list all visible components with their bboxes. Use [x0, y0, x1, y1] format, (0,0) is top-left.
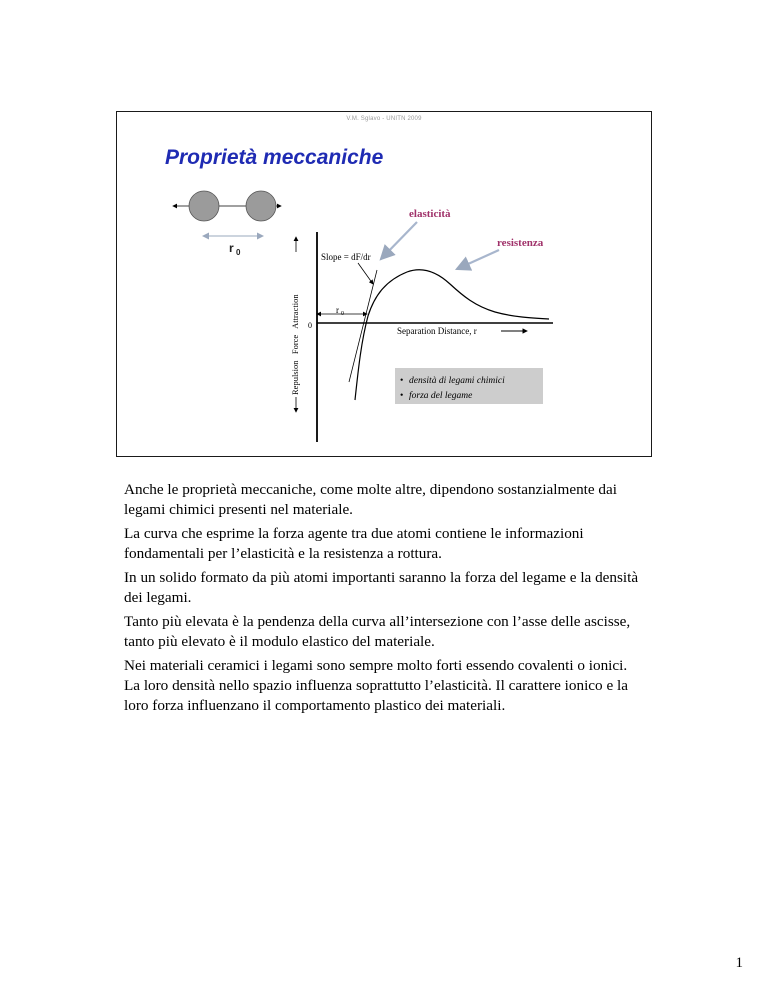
annotations [381, 208, 544, 269]
elasticita-label: elasticità [409, 208, 451, 220]
svg-text:•: • [400, 391, 404, 401]
resistenza-arrow [457, 250, 499, 269]
svg-text:r: r [336, 305, 339, 315]
slope-tangent [349, 270, 377, 382]
slope-label: Slope = dF/dr [321, 252, 371, 262]
elasticita-arrow [381, 222, 417, 259]
r0-axis-marker [317, 305, 367, 317]
note-paragraph: Nei materiali ceramici i legami sono sempre molto forti essendo covalenti o ionici. La loro densità nello spazio influenza soprattutto l’elasticità. Il carattere ionico e la loro forza influenzano il comportamento plastico dei materiali. [124, 657, 628, 714]
slide-notes [124, 480, 644, 720]
svg-text:0: 0 [341, 311, 344, 317]
page-number: 1 [735, 955, 743, 971]
r0-left-label: r [229, 241, 234, 255]
bullet-box [395, 368, 543, 404]
slope-annotation [321, 252, 373, 284]
atom-left [189, 191, 219, 221]
note-paragraph: In un solido formato da più atomi importanti saranno la forza del legame e la densità dei legami. [124, 569, 639, 606]
zero-label: 0 [308, 321, 312, 330]
slide-frame [116, 111, 652, 457]
atom-right [246, 191, 276, 221]
bullet-bond-strength: forza del legame [409, 391, 473, 401]
resistenza-label: resistenza [497, 237, 544, 249]
force-distance-figure [117, 112, 653, 458]
x-axis-label: Separation Distance, r [397, 326, 477, 336]
slide-header: V.M. Sglavo - UNITN 2009 [346, 116, 422, 122]
bullet-density: densità di legami chimici [409, 376, 505, 386]
y-axis-label: Repulsion Force Attraction [290, 294, 300, 395]
atom-pair [173, 191, 281, 257]
slide-title: Proprietà meccaniche [165, 146, 384, 169]
svg-text:•: • [400, 376, 404, 386]
note-paragraph: La curva che esprime la forza agente tra due atomi contiene le informazioni fondamentali per l’elasticità e la resistenza a rottura. [124, 525, 584, 562]
note-paragraph: Anche le proprietà meccaniche, come molte altre, dipendono sostanzialmente dai legami chimici presenti nel materiale. [124, 481, 617, 518]
note-paragraph: Tanto più elevata è la pendenza della curva all’intersezione con l’asse delle ascisse, tanto più elevato è il modulo elastico del materiale. [124, 613, 631, 650]
y-axis-label-group [290, 237, 300, 412]
r0-left-subscript: 0 [236, 248, 241, 257]
force-axes [308, 232, 553, 442]
x-axis-label-group [397, 326, 527, 336]
